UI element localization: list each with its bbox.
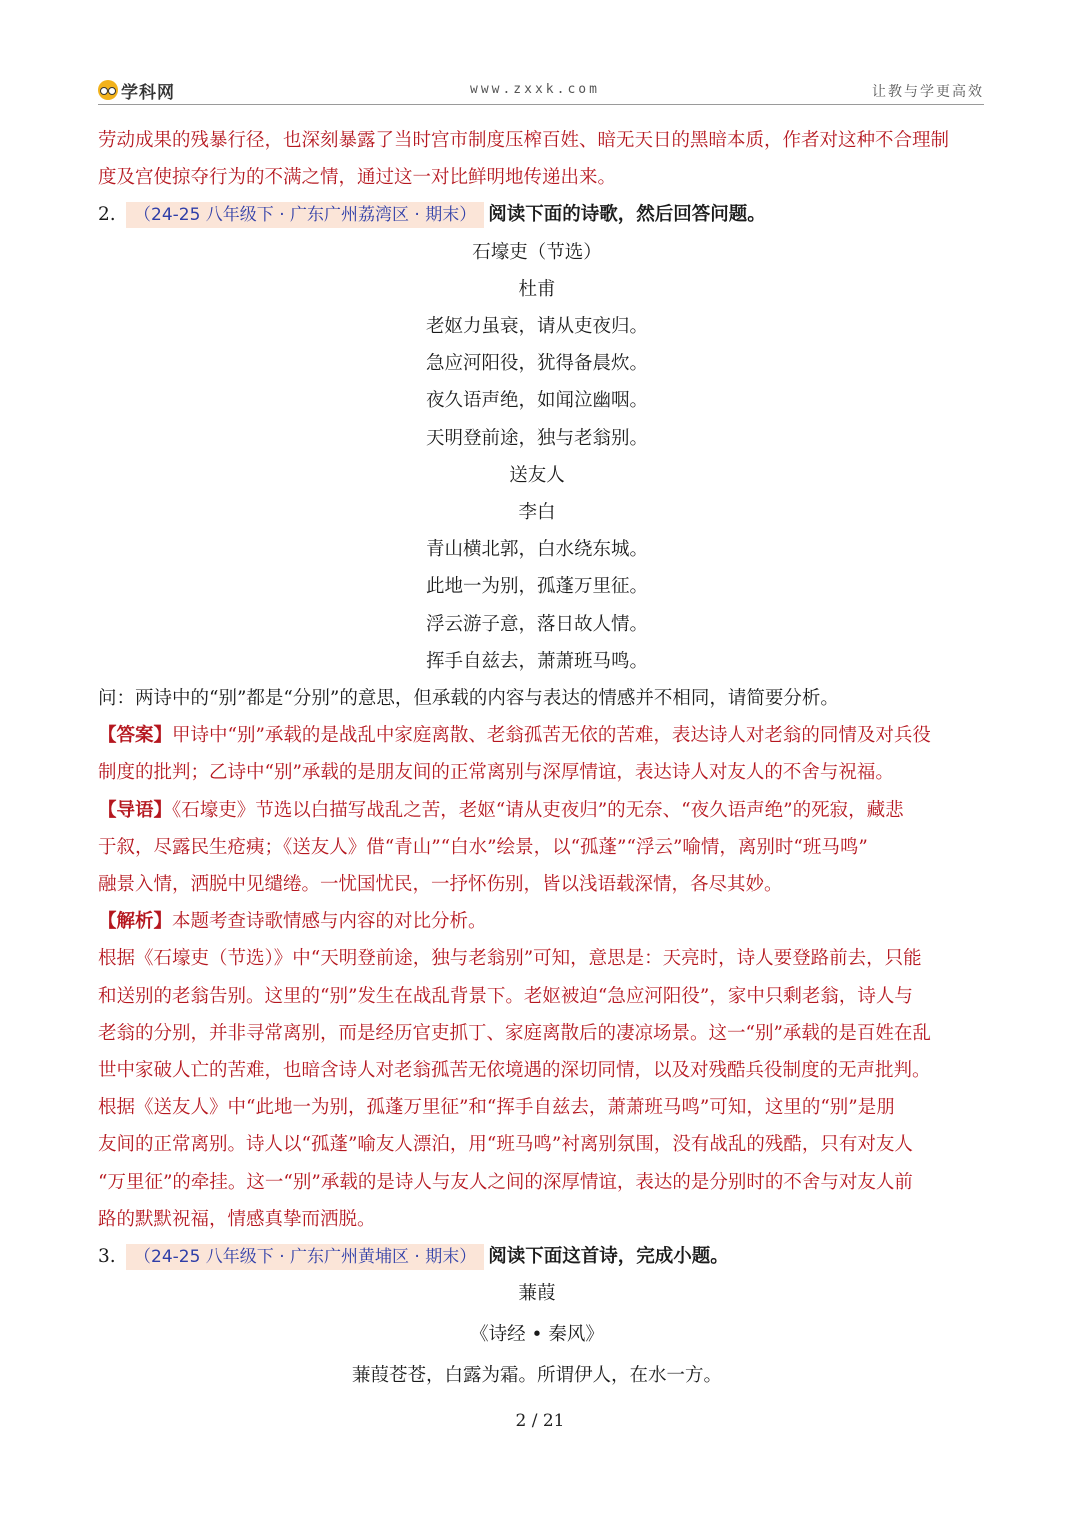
prev-answer-line: 度及宫使掠夺行为的不满之情，通过这一对比鲜明地传递出来。 — [98, 167, 617, 189]
answer-line: 【答案】甲诗中“别”承载的是战乱中家庭离散、老翁孤苦无依的苦难，表达诗人对老翁的同情及对兵役 — [98, 725, 931, 747]
poem-title: 蒹葭 — [518, 1283, 556, 1305]
analysis-tag: 【解析】 — [98, 911, 173, 933]
analysis-line: 和送别的老翁告别。这里的“别”发生在战乱背景下。老妪被迫“急应河阳役”，家中只剩老翁，诗人与 — [98, 985, 913, 1007]
guide-tag: 【导语】 — [98, 799, 173, 821]
question-2-header — [98, 196, 976, 233]
question-instruction: 阅读下面的诗歌，然后回答问题。 — [488, 204, 766, 226]
poem-line: 老妪力虽衰，请从吏夜归。 — [425, 316, 648, 338]
poem-line: 青山横北郭，白水绕东城。 — [425, 539, 648, 561]
question-number: 2. — [98, 204, 116, 226]
answer-tag: 【答案】 — [98, 725, 173, 747]
question-number: 3. — [98, 1246, 116, 1268]
poem-title: 石壕吏（节选） — [472, 241, 602, 263]
poem-author: 杜甫 — [518, 278, 556, 300]
page-header — [98, 78, 984, 105]
poem-title: 送友人 — [509, 464, 565, 486]
poem-line: 浮云游子意，落日故人情。 — [425, 613, 648, 635]
site-url: www.zxxk.com — [470, 82, 600, 97]
analysis-line: 老翁的分别，并非寻常离别，而是经历官吏抓丁、家庭离散后的凄凉场景。这一“别”承载的是百姓在乱 — [98, 1022, 931, 1044]
site-slogan: 让教与学更高效 — [872, 84, 984, 100]
page-content — [98, 122, 976, 1394]
analysis-line: 世中家破人亡的苦难，也暗含诗人对老翁孤苦无依境遇的深切同情，以及对残酷兵役制度的无声批判。 — [98, 1060, 931, 1082]
question-source-tag: （24-25 八年级下 · 广东广州黄埔区 · 期末） — [126, 1244, 484, 1270]
site-logo[interactable] — [98, 78, 175, 102]
poem-line: 天明登前途，独与老翁别。 — [425, 427, 648, 449]
poem-line: 急应河阳役，犹得备晨炊。 — [425, 353, 648, 375]
question-3-header — [98, 1238, 976, 1275]
question-instruction: 阅读下面这首诗，完成小题。 — [488, 1246, 729, 1268]
guide-line: 于叙，尽露民生疮痍；《送友人》借“青山”“白水”绘景，以“孤蓬”“浮云”喻情，离别时“班马鸣” — [98, 836, 868, 858]
analysis-line: 根据《送友人》中“此地一为别，孤蓬万里征”和“挥手自兹去，萧萧班马鸣”可知，这里的“别”是朋 — [98, 1097, 895, 1119]
question-source-tag: （24-25 八年级下 · 广东广州荔湾区 · 期末） — [126, 202, 484, 228]
guide-line: 融景入情，洒脱中见缱绻。一忧国忧民，一抒怀伤别，皆以浅语载深情，各尽其妙。 — [98, 874, 783, 896]
analysis-line: 根据《石壕吏（节选）》中“天明登前途，独与老翁别”可知，意思是：天亮时，诗人要登路前去，只能 — [98, 948, 922, 970]
poem-author: 李白 — [518, 502, 556, 524]
owl-logo-icon — [98, 80, 118, 100]
analysis-line: “万里征”的牵挂。这一“别”承载的是诗人与友人之间的深厚情谊，表达的是分别时的不舍与对友人前 — [98, 1171, 913, 1193]
poem-line: 挥手自兹去，萧萧班马鸣。 — [425, 650, 648, 672]
analysis-line: 【解析】本题考查诗歌情感与内容的对比分析。 — [98, 911, 487, 933]
poem-line: 蒹葭苍苍，白露为霜。所谓伊人，在水一方。 — [351, 1364, 722, 1386]
poem-line: 夜久语声绝，如闻泣幽咽。 — [425, 390, 648, 412]
poem-source: 《诗经 • 秦风》 — [470, 1323, 604, 1345]
answer-line: 制度的批判；乙诗中“别”承载的是朋友间的正常离别与深厚情谊，表达诗人对友人的不舍与祝福。 — [98, 762, 894, 784]
question-text: 问：两诗中的“别”都是“分别”的意思，但承载的内容与表达的情感并不相同，请简要分析。 — [98, 688, 839, 710]
poem-line: 此地一为别，孤蓬万里征。 — [425, 576, 648, 598]
analysis-line: 路的默默祝福，情感真挚而洒脱。 — [98, 1208, 376, 1230]
guide-line: 【导语】《石壕吏》节选以白描写战乱之苦，老妪“请从吏夜归”的无奈、“夜久语声绝”的死寂，藏悲 — [98, 799, 904, 821]
logo-text: 学科网 — [121, 82, 175, 103]
page-number: 2 / 21 — [515, 1411, 565, 1431]
prev-answer-line: 劳动成果的残暴行径，也深刻暴露了当时宫市制度压榨百姓、暗无天日的黑暗本质，作者对这种不合理制 — [98, 130, 950, 151]
analysis-line: 友间的正常离别。诗人以“孤蓬”喻友人漂泊，用“班马鸣”衬离别氛围，没有战乱的残酷，只有对友人 — [98, 1134, 913, 1156]
